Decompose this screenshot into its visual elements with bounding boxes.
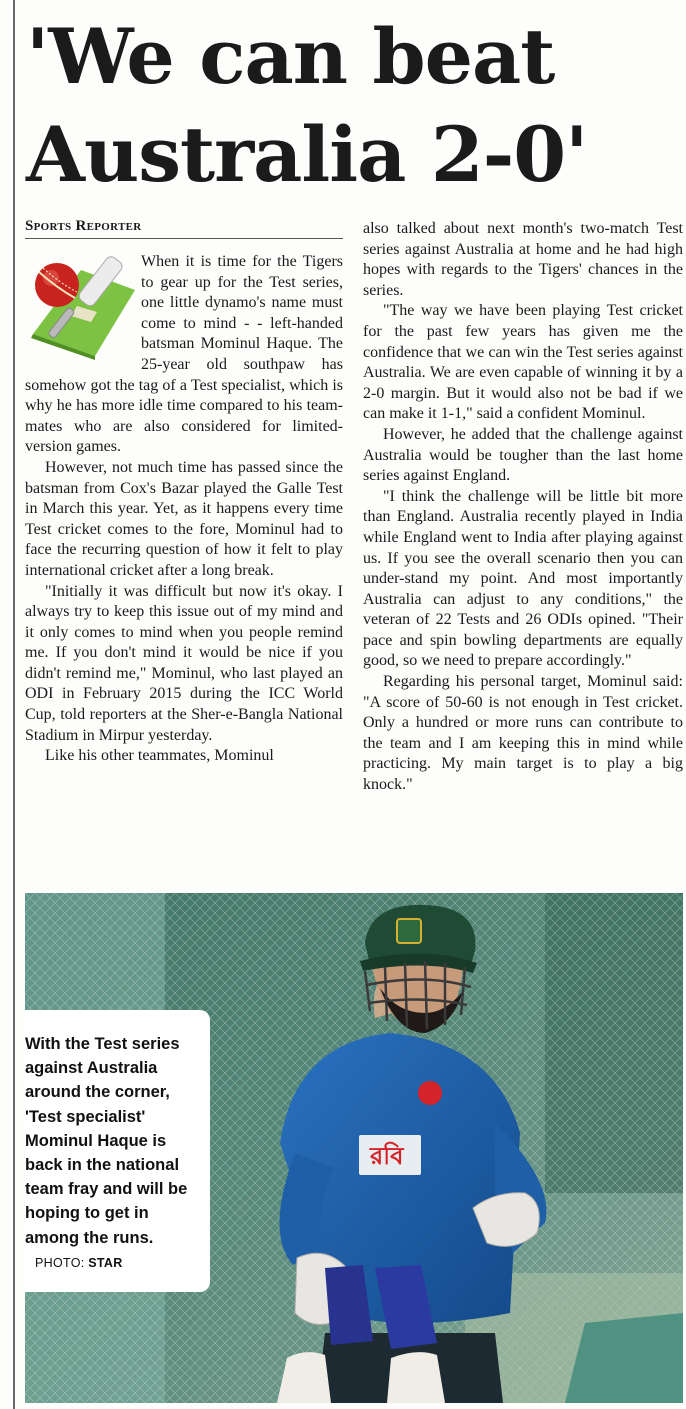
paragraph: "I think the challenge will be little bit more than England. Australia recently played in India while England went to India after playing against us. If you see the overall scenario then you can under-stand my point. And most importantly Australia can adjust to any conditions," the veteran of 22 Tests and 26 ODIs opined. "Their pace and spin bowling departments are equally good, so we need to prepare accordingly." [363,487,683,670]
news-photo [25,893,683,1403]
cricket-ball-bat-illustration [25,252,137,360]
photo-caption [25,1032,200,1275]
paragraph: also talked about next month's two-match Test series against Australia at home and he had high hopes with regards to the Tigers' chances in the series. [363,220,683,299]
photo-caption-box [25,1010,210,1292]
photo-credit-label: PHOTO: [35,1255,85,1270]
headline [26,8,676,204]
team-crest-icon [418,1081,442,1105]
headline-line-1: 'We can beat [26,12,555,101]
photo-credit [35,1256,123,1270]
article-column-1 [25,252,343,767]
cricket-ball-icon [35,263,79,307]
byline: Sports Reporter [25,218,343,239]
shirt-sponsor-text: রবি [370,1142,404,1170]
paragraph: "Initially it was difficult but now it's okay. I always try to keep this issue out of my mind and it only comes to mind when you people remind me. If you don't mind it would be nice if you didn't remind me," Mominul, who last played an ODI in February 2015 during the ICC World Cup, told reporters at the Sher-e-Bangla National Stadium in Mirpur yesterday. [25,582,343,744]
paragraph: However, not much time has passed since the batsman from Cox's Bazar played the Galle Test in March this year. Yet, as it happens every time Test cricket comes to the fore, Mominul had to face the recurring question of how it felt to play international cricket after a long break. [25,458,343,579]
headline-line-2: Australia 2-0' [26,110,588,199]
paragraph: Regarding his personal target, Mominul said: "A score of 50-60 is not enough in Test cricket. Only a hundred or more runs can contribute to the team and I am keeping this in mind while practicing. My main target is to play a big knock." [363,673,683,794]
paragraph: When it is time for the Tigers to gear up for the Test series, one little dynamo's name must come to mind - - left-handed batsman Mominul Haque. The 25-year old southpaw has somehow got the tag of a Test specialist, which is why he has more idle time compared to his team-mates who are also considered for limited-version games. [25,253,343,456]
column-rule [13,0,15,1409]
caption-text: With the Test series against Australia around the corner, 'Test specialist' Mominul Haque is back in the national team fray and will be hoping to get in among the runs. [25,1035,188,1247]
article-column-2 [363,219,683,796]
paragraph: Like his other teammates, Mominul [45,747,274,765]
paragraph: However, he added that the challenge against Australia would be tougher than the last home series against England. [363,425,683,485]
paragraph: "The way we have been playing Test cricket for the past few years has given me the confidence that we can win the Test series against Australia. We are even capable of winning it by a 2-0 margin. But it would also not be bad if we can make it 1-1," said a confident Mominul. [363,302,683,423]
photo-credit-source: STAR [88,1255,123,1270]
